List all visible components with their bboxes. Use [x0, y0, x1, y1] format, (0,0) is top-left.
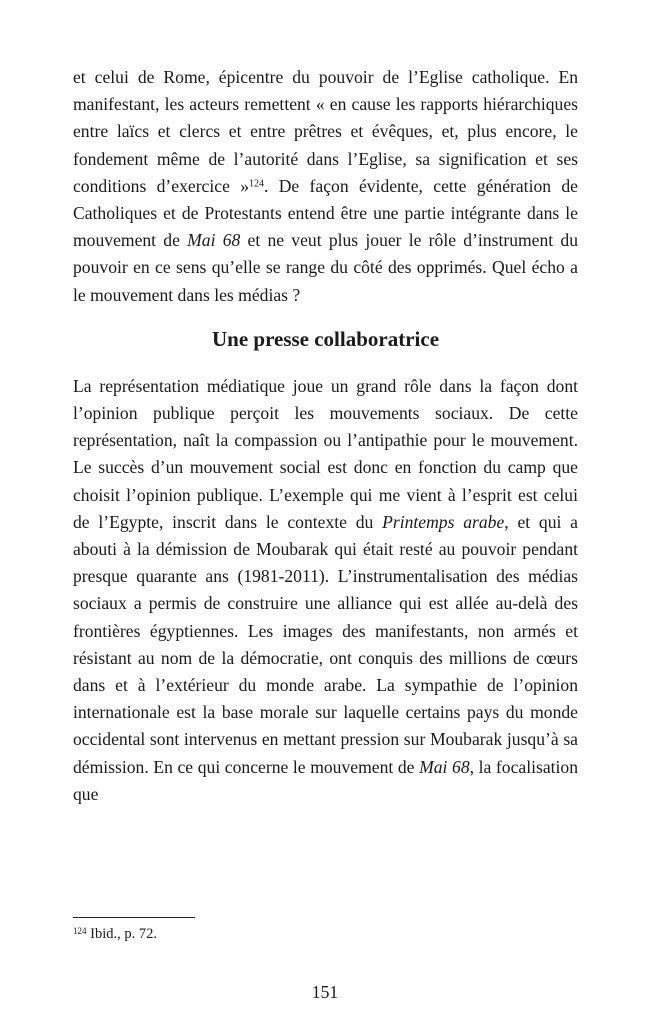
footnote-reference[interactable]: 124 — [249, 178, 264, 190]
paragraph-1-text-2: . De façon évidente, cette génération de Catholiques et de Protestants entend être une partie intégrante dans le mouvement de — [73, 175, 578, 251]
paragraph-1-text-1: et celui de Rome, épicentre du pouvoir de l’Eglise catholique. En manifestant, les acteurs remettent « en cause les rapports hiérarchiques entre laïcs et clercs et entre prêtres et évêques, et, plus encore, le fondement même de l’autorité dans l’Eglise, sa signification et ses conditions d’exercice » — [73, 67, 578, 196]
footnote-text: Ibid., p. 72. — [86, 926, 157, 942]
paragraph-2-text-3: , la focalisation que — [73, 756, 579, 804]
paragraph-2-emphasis-2: Mai 68 — [419, 756, 470, 777]
page-body — [73, 64, 578, 808]
paragraph-2-text-2: , et qui a abouti à la démission de Moubarak qui était resté au pouvoir pendant presque quarante ans (1981-2011). L’instrumentalisation des médias sociaux a permis de construire une alliance qui est allée au-delà des frontières égyptiennes. Les images des manifestants, non armés et résistant au nom de la démocratie, ont conquis des millions de cœurs dans et à l’extérieur du monde arabe. La sympathie de l’opinion internationale est la base morale sur laquelle certains pays du monde occidental sont intervenus en mettant pression sur Moubarak jusqu’à sa démission. En ce qui concerne le mouvement de — [73, 511, 578, 777]
paragraph-1 — [73, 64, 578, 309]
paragraph-1-emphasis: Mai 68 — [187, 230, 241, 251]
paragraph-2-text-1: La représentation médiatique joue un grand rôle dans la façon dont l’opinion publique perçoit les mouvements sociaux. De cette représentation, naît la compassion ou l’antipathie pour le mouvement. Le succès d’un mouvement social est donc en fonction du camp que choisit l’opinion publique. L’exemple qui me vient à l’esprit est celui de l’Egypte, inscrit dans le contexte du — [73, 375, 578, 532]
paragraph-1-text-3: et ne veut plus jouer le rôle d’instrument du pouvoir en ce sens qu’elle se range du côté des opprimés. Quel écho a le mouvement dans les médias ? — [73, 230, 579, 305]
footnote — [73, 924, 157, 944]
paragraph-2 — [73, 373, 578, 808]
footnote-number: 124 — [73, 925, 87, 936]
page-number: 151 — [311, 982, 339, 1002]
section-heading: Une presse collaboratrice — [211, 326, 440, 351]
paragraph-2-emphasis-1: Printemps arabe — [382, 511, 505, 532]
footnote-divider — [73, 917, 195, 918]
